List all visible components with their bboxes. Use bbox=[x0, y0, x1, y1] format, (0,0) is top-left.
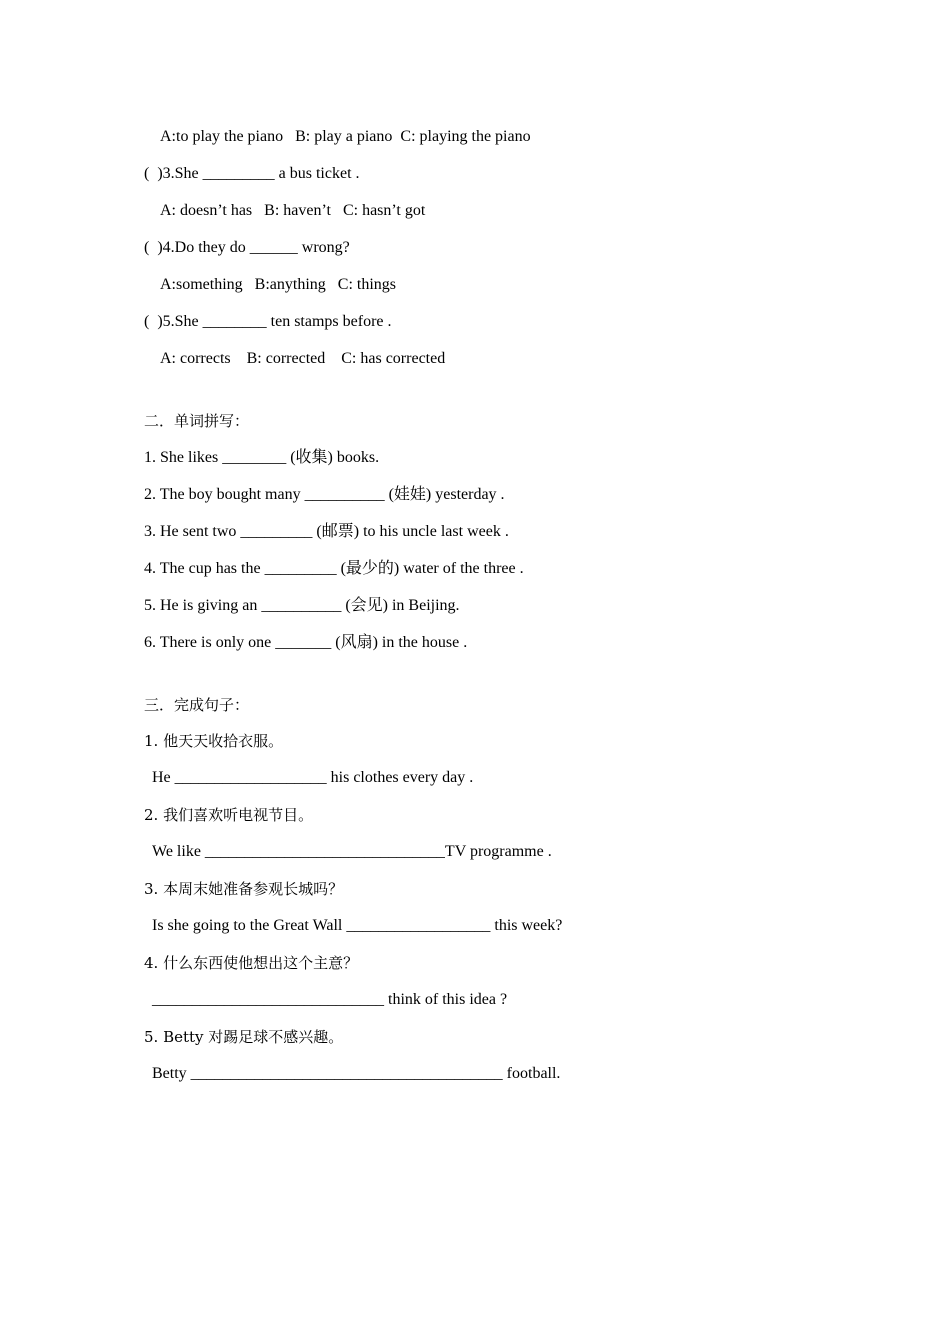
sentence-2-english: We like ______________________________TV programme . bbox=[152, 843, 552, 860]
question-2-options: A:to play the piano B: play a piano C: playing the piano bbox=[160, 128, 531, 145]
sentence-5-chinese: 5. Betty 对踢足球不感兴趣。 bbox=[144, 1028, 344, 1046]
spelling-item-1: 1. She likes ________ (收集) books. bbox=[144, 449, 380, 466]
question-5: ( )5.She ________ ten stamps before . bbox=[144, 313, 392, 330]
sentence-5-english: Betty _______________________________________ football. bbox=[152, 1065, 561, 1082]
sentence-2-chinese: 2. 我们喜欢听电视节目。 bbox=[144, 806, 314, 824]
sentence-3-chinese: 3. 本周末她准备参观长城吗？ bbox=[144, 880, 344, 898]
spelling-item-6: 6. There is only one _______ (风扇) in the house . bbox=[144, 634, 468, 651]
sentence-4-chinese: 4. 什么东西使他想出这个主意？ bbox=[144, 954, 359, 972]
sentence-1-english: He ___________________ his clothes every day . bbox=[152, 769, 474, 786]
section-2-heading: 二．单词拼写： bbox=[144, 412, 250, 430]
question-3: ( )3.She _________ a bus ticket . bbox=[144, 165, 360, 182]
spelling-item-3: 3. He sent two _________ (邮票) to his uncle last week . bbox=[144, 523, 509, 540]
question-4-options: A:something B:anything C: things bbox=[160, 276, 397, 293]
sentence-3-english: Is she going to the Great Wall __________________ this week? bbox=[152, 917, 563, 934]
sentence-1-chinese: 1. 他天天收拾衣服。 bbox=[144, 732, 284, 750]
spelling-item-2: 2. The boy bought many __________ (娃娃) yesterday . bbox=[144, 486, 505, 503]
question-4: ( )4.Do they do ______ wrong? bbox=[144, 239, 350, 256]
spelling-item-5: 5. He is giving an __________ (会见) in Beijing. bbox=[144, 597, 460, 614]
question-3-options: A: doesn’t has B: haven’t C: hasn’t got bbox=[160, 202, 426, 219]
sentence-4-english: _____________________________ think of this idea ? bbox=[152, 991, 508, 1008]
spelling-item-4: 4. The cup has the _________ (最少的) water of the three . bbox=[144, 560, 524, 577]
question-5-options: A: corrects B: corrected C: has corrected bbox=[160, 350, 446, 367]
section-3-heading: 三．完成句子： bbox=[144, 696, 250, 714]
